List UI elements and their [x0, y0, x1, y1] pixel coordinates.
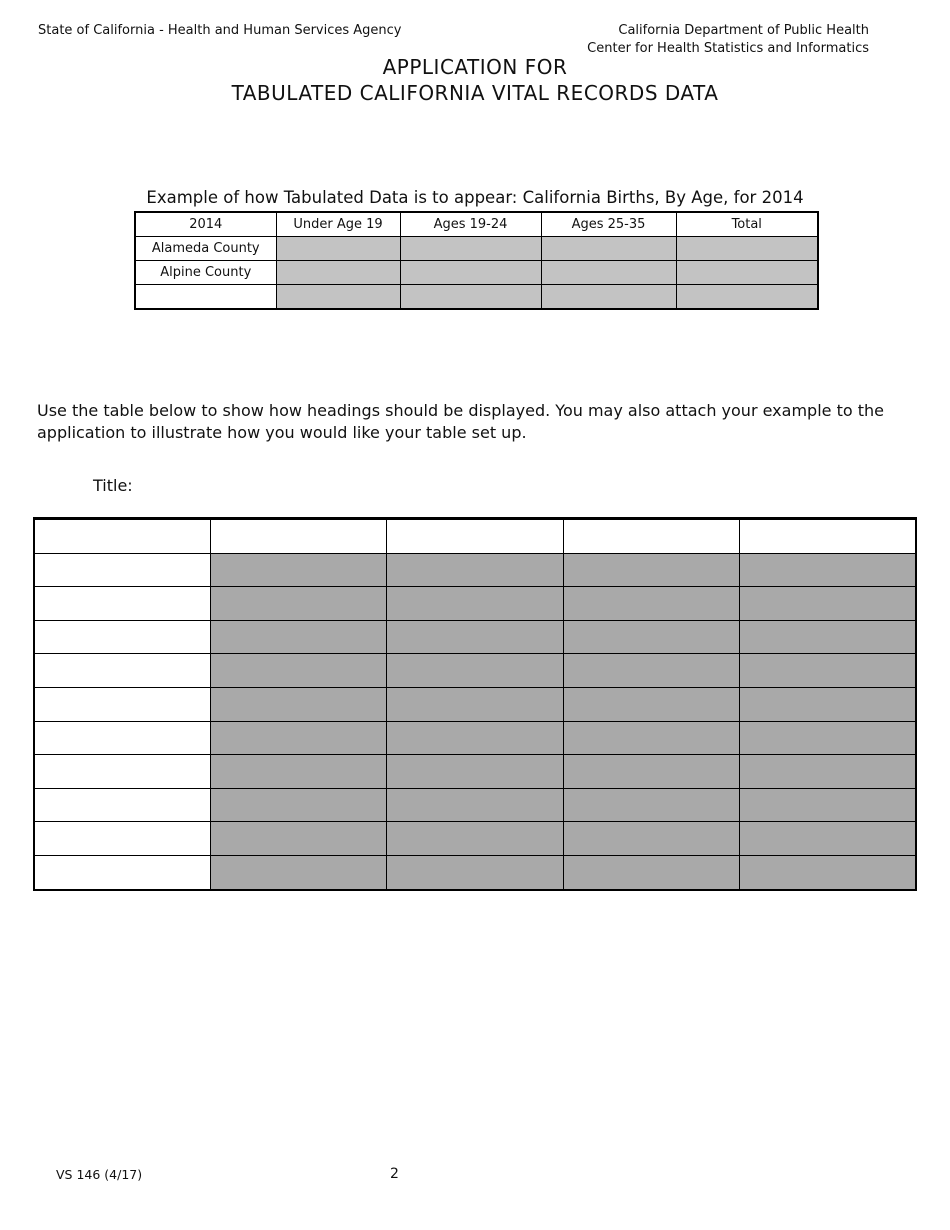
data-cell	[563, 822, 739, 856]
data-cell	[386, 721, 563, 755]
data-cell	[739, 553, 916, 587]
example-row-label: Alpine County	[135, 261, 276, 285]
data-cell	[739, 855, 916, 889]
row-label-cell	[34, 721, 210, 755]
row-label-cell	[34, 788, 210, 822]
example-cell	[676, 261, 818, 285]
example-row	[135, 261, 818, 285]
data-cell	[386, 855, 563, 889]
example-cell	[400, 261, 541, 285]
example-cell	[541, 237, 676, 261]
data-cell	[210, 721, 386, 755]
data-cell	[563, 553, 739, 587]
data-cell	[210, 855, 386, 889]
form-title-line-1: APPLICATION FOR	[382, 55, 568, 79]
data-cell	[563, 721, 739, 755]
agency-name: State of California - Health and Human Services Agency	[38, 23, 402, 38]
data-row	[34, 721, 916, 755]
row-label-cell	[34, 755, 210, 789]
example-col-under-19: Under Age 19	[276, 212, 400, 237]
example-col-19-24: Ages 19-24	[400, 212, 541, 237]
example-col-total: Total	[676, 212, 818, 237]
example-table	[134, 211, 819, 310]
example-row	[135, 237, 818, 261]
data-cell	[210, 822, 386, 856]
example-row-label: Alameda County	[135, 237, 276, 261]
data-cell	[739, 620, 916, 654]
example-header-row	[135, 212, 818, 237]
data-row	[34, 687, 916, 721]
data-row	[34, 587, 916, 621]
page-number: 2	[390, 1166, 399, 1182]
data-cell	[210, 620, 386, 654]
department-line-1: California Department of Public Health	[618, 23, 869, 38]
data-row	[34, 855, 916, 889]
data-cell	[739, 755, 916, 789]
example-cell	[400, 237, 541, 261]
row-label-cell	[34, 654, 210, 688]
data-cell	[739, 587, 916, 621]
department-line-2: Center for Health Statistics and Informatics	[587, 41, 869, 56]
data-cell	[739, 822, 916, 856]
data-cell	[563, 587, 739, 621]
data-cell	[563, 687, 739, 721]
data-cell	[210, 788, 386, 822]
data-cell	[386, 788, 563, 822]
data-cell	[739, 721, 916, 755]
data-cell	[563, 654, 739, 688]
example-row-label	[135, 285, 276, 310]
heading-cell	[210, 519, 386, 554]
row-label-cell	[34, 620, 210, 654]
heading-cell	[563, 519, 739, 554]
form-number: VS 146 (4/17)	[56, 1167, 143, 1182]
heading-layout-body	[34, 519, 916, 890]
data-cell	[386, 620, 563, 654]
row-label-cell	[34, 822, 210, 856]
data-cell	[386, 822, 563, 856]
data-cell	[563, 755, 739, 789]
data-row	[34, 755, 916, 789]
example-cell	[676, 237, 818, 261]
heading-row	[34, 519, 916, 554]
title-label: Title:	[93, 476, 133, 495]
data-cell	[563, 620, 739, 654]
example-col-25-35: Ages 25-35	[541, 212, 676, 237]
data-cell	[563, 855, 739, 889]
data-cell	[386, 687, 563, 721]
row-label-cell	[34, 553, 210, 587]
instructions-text: Use the table below to show how headings should be displayed. You may also attach your example to the application to illustrate how you would like your table set up.	[37, 401, 884, 442]
data-row	[34, 620, 916, 654]
example-col-year: 2014	[135, 212, 276, 237]
data-cell	[210, 553, 386, 587]
example-cell	[276, 237, 400, 261]
data-row	[34, 654, 916, 688]
form-title-line-2: TABULATED CALIFORNIA VITAL RECORDS DATA	[231, 81, 719, 105]
department-name	[587, 22, 869, 58]
form-title	[0, 54, 950, 106]
data-cell	[739, 687, 916, 721]
row-label-cell	[34, 587, 210, 621]
data-row	[34, 788, 916, 822]
example-cell	[676, 285, 818, 310]
heading-cell	[739, 519, 916, 554]
data-cell	[739, 654, 916, 688]
row-label-cell	[34, 687, 210, 721]
example-cell	[276, 261, 400, 285]
data-cell	[386, 553, 563, 587]
heading-cell	[34, 519, 210, 554]
example-caption: Example of how Tabulated Data is to appear: California Births, By Age, for 2014	[146, 188, 804, 207]
data-cell	[563, 788, 739, 822]
example-cell	[276, 285, 400, 310]
data-cell	[210, 587, 386, 621]
row-label-cell	[34, 855, 210, 889]
heading-cell	[386, 519, 563, 554]
data-row	[34, 822, 916, 856]
data-cell	[386, 654, 563, 688]
data-cell	[210, 654, 386, 688]
example-cell	[400, 285, 541, 310]
heading-layout-table	[33, 517, 917, 891]
data-cell	[739, 788, 916, 822]
data-row	[34, 553, 916, 587]
data-cell	[386, 755, 563, 789]
example-cell	[541, 261, 676, 285]
data-cell	[210, 755, 386, 789]
data-cell	[386, 587, 563, 621]
example-row	[135, 285, 818, 310]
example-cell	[541, 285, 676, 310]
data-cell	[210, 687, 386, 721]
